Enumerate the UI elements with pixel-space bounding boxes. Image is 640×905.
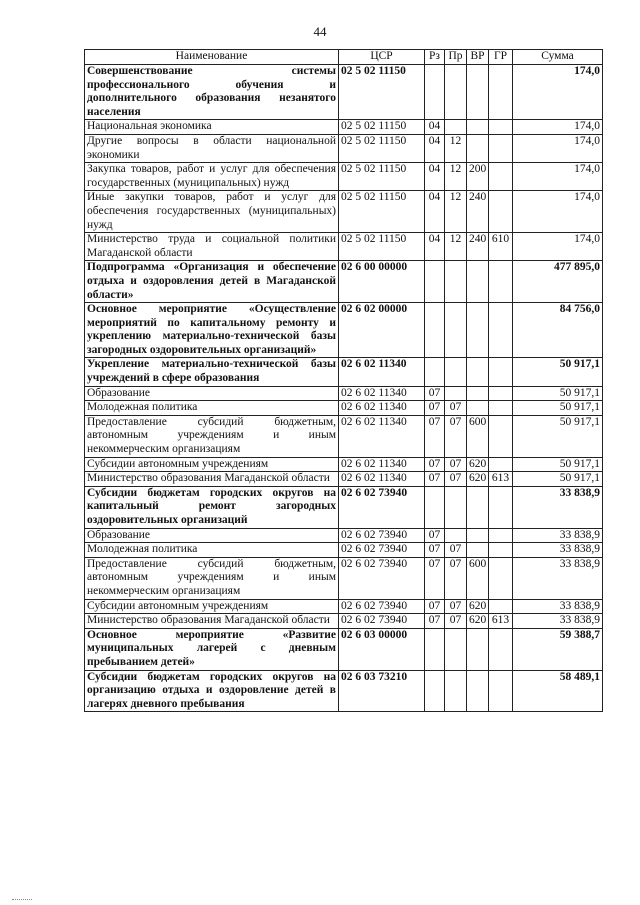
cell-name: Совершенствование системы профессионального обучения и дополнительного образования незанятого населения <box>85 65 339 120</box>
cell-sum: 477 895,0 <box>513 261 603 303</box>
cell-gr: 613 <box>489 614 513 629</box>
cell-rz: 07 <box>425 614 445 629</box>
table-row <box>85 415 603 457</box>
table-row <box>85 261 603 303</box>
cell-pr: 07 <box>445 557 467 599</box>
cell-sum: 174,0 <box>513 134 603 162</box>
cell-vr <box>467 65 489 120</box>
cell-rz <box>425 670 445 712</box>
cell-csr: 02 6 02 73940 <box>339 486 425 528</box>
cell-name: Субсидии бюджетам городских округов на организацию отдыха и оздоровление детей в лагерях дневного пребывания <box>85 670 339 712</box>
cell-name: Основное мероприятие «Развитие муниципальных лагерей с дневным пребыванием детей» <box>85 628 339 670</box>
cell-vr <box>467 486 489 528</box>
cell-gr <box>489 415 513 457</box>
cell-pr: 12 <box>445 134 467 162</box>
cell-rz <box>425 486 445 528</box>
cell-sum: 174,0 <box>513 233 603 261</box>
cell-vr: 600 <box>467 557 489 599</box>
cell-vr <box>467 358 489 386</box>
header-gr: ГР <box>489 50 513 65</box>
cell-vr: 620 <box>467 472 489 487</box>
cell-csr: 02 6 02 73940 <box>339 543 425 558</box>
cell-rz <box>425 628 445 670</box>
table-row <box>85 303 603 358</box>
budget-table <box>84 49 603 712</box>
cell-vr <box>467 543 489 558</box>
cell-rz: 07 <box>425 528 445 543</box>
cell-gr <box>489 303 513 358</box>
cell-name: Молодежная политика <box>85 543 339 558</box>
cell-pr <box>445 486 467 528</box>
cell-rz <box>425 303 445 358</box>
cell-sum: 50 917,1 <box>513 415 603 457</box>
cell-pr: 07 <box>445 415 467 457</box>
table-row <box>85 233 603 261</box>
cell-pr: 12 <box>445 233 467 261</box>
header-rz: Рз <box>425 50 445 65</box>
cell-csr: 02 5 02 11150 <box>339 120 425 135</box>
cell-name: Образование <box>85 528 339 543</box>
cell-csr: 02 6 03 73210 <box>339 670 425 712</box>
page-number: 44 <box>313 24 327 39</box>
cell-sum: 50 917,1 <box>513 472 603 487</box>
cell-gr: 613 <box>489 472 513 487</box>
cell-gr <box>489 628 513 670</box>
cell-gr <box>489 599 513 614</box>
cell-sum: 33 838,9 <box>513 528 603 543</box>
cell-gr <box>489 457 513 472</box>
table-row <box>85 486 603 528</box>
cell-name: Субсидии бюджетам городских округов на капитальный ремонт загородных оздоровительных организаций <box>85 486 339 528</box>
cell-sum: 33 838,9 <box>513 543 603 558</box>
cell-csr: 02 6 02 73940 <box>339 614 425 629</box>
cell-gr <box>489 386 513 401</box>
cell-name: Подпрограмма «Организация и обеспечение отдыха и оздоровления детей в Магаданской области» <box>85 261 339 303</box>
cell-sum: 174,0 <box>513 120 603 135</box>
cell-sum: 174,0 <box>513 65 603 120</box>
table-row <box>85 191 603 233</box>
table-row <box>85 401 603 416</box>
cell-vr <box>467 303 489 358</box>
cell-pr <box>445 358 467 386</box>
cell-rz: 07 <box>425 415 445 457</box>
cell-gr <box>489 486 513 528</box>
cell-pr: 07 <box>445 472 467 487</box>
table-row <box>85 65 603 120</box>
table-row <box>85 599 603 614</box>
cell-csr: 02 6 00 00000 <box>339 261 425 303</box>
cell-pr: 07 <box>445 543 467 558</box>
cell-vr <box>467 386 489 401</box>
cell-name: Министерство образования Магаданской области <box>85 614 339 629</box>
cell-pr: 07 <box>445 599 467 614</box>
cell-vr: 240 <box>467 233 489 261</box>
cell-csr: 02 5 02 11150 <box>339 163 425 191</box>
cell-sum: 58 489,1 <box>513 670 603 712</box>
table-row <box>85 457 603 472</box>
cell-vr: 200 <box>467 163 489 191</box>
cell-csr: 02 6 02 73940 <box>339 557 425 599</box>
cell-gr <box>489 191 513 233</box>
cell-gr <box>489 670 513 712</box>
cell-rz: 04 <box>425 191 445 233</box>
cell-sum: 59 388,7 <box>513 628 603 670</box>
cell-rz: 04 <box>425 163 445 191</box>
scan-edge-mark <box>12 899 32 900</box>
cell-rz: 07 <box>425 557 445 599</box>
cell-rz <box>425 65 445 120</box>
cell-name: Закупка товаров, работ и услуг для обеспечения государственных (муниципальных) нужд <box>85 163 339 191</box>
cell-csr: 02 6 02 11340 <box>339 358 425 386</box>
cell-rz: 04 <box>425 120 445 135</box>
cell-pr <box>445 670 467 712</box>
cell-gr <box>489 65 513 120</box>
cell-vr: 620 <box>467 614 489 629</box>
cell-name: Укрепление материально-технической базы учреждений в сфере образования <box>85 358 339 386</box>
cell-sum: 174,0 <box>513 191 603 233</box>
cell-sum: 174,0 <box>513 163 603 191</box>
cell-name: Образование <box>85 386 339 401</box>
cell-sum: 50 917,1 <box>513 386 603 401</box>
cell-vr <box>467 670 489 712</box>
cell-name: Субсидии автономным учреждениям <box>85 599 339 614</box>
cell-pr <box>445 261 467 303</box>
table-row <box>85 134 603 162</box>
cell-sum: 50 917,1 <box>513 457 603 472</box>
cell-rz: 07 <box>425 599 445 614</box>
cell-vr: 600 <box>467 415 489 457</box>
cell-rz: 07 <box>425 472 445 487</box>
cell-vr: 620 <box>467 599 489 614</box>
table-row <box>85 670 603 712</box>
cell-pr <box>445 303 467 358</box>
cell-gr <box>489 401 513 416</box>
cell-sum: 33 838,9 <box>513 557 603 599</box>
header-sum: Сумма <box>513 50 603 65</box>
cell-vr: 620 <box>467 457 489 472</box>
table-row <box>85 120 603 135</box>
cell-csr: 02 6 02 11340 <box>339 386 425 401</box>
cell-rz <box>425 261 445 303</box>
cell-vr <box>467 401 489 416</box>
cell-gr <box>489 543 513 558</box>
cell-rz <box>425 358 445 386</box>
table-row <box>85 614 603 629</box>
table-row <box>85 472 603 487</box>
cell-vr: 240 <box>467 191 489 233</box>
cell-rz: 04 <box>425 233 445 261</box>
header-vr: ВР <box>467 50 489 65</box>
cell-name: Министерство труда и социальной политики Магаданской области <box>85 233 339 261</box>
cell-vr <box>467 134 489 162</box>
header-pr: Пр <box>445 50 467 65</box>
cell-rz: 07 <box>425 386 445 401</box>
cell-name: Предоставление субсидий бюджетным, автономным учреждениям и иным некоммерческим организациям <box>85 557 339 599</box>
cell-pr: 12 <box>445 191 467 233</box>
cell-csr: 02 6 02 11340 <box>339 472 425 487</box>
cell-vr <box>467 628 489 670</box>
cell-pr: 07 <box>445 457 467 472</box>
cell-gr <box>489 261 513 303</box>
cell-pr: 07 <box>445 401 467 416</box>
cell-sum: 33 838,9 <box>513 486 603 528</box>
header-csr: ЦСР <box>339 50 425 65</box>
cell-csr: 02 6 02 73940 <box>339 599 425 614</box>
cell-csr: 02 6 02 73940 <box>339 528 425 543</box>
table-row <box>85 543 603 558</box>
cell-gr <box>489 528 513 543</box>
cell-gr <box>489 557 513 599</box>
cell-name: Субсидии автономным учреждениям <box>85 457 339 472</box>
cell-csr: 02 6 02 11340 <box>339 457 425 472</box>
cell-name: Основное мероприятие «Осуществление мероприятий по капитальному ремонту и укреплению материально-технической базы загородных оздоровительных организаций» <box>85 303 339 358</box>
cell-gr <box>489 120 513 135</box>
cell-csr: 02 5 02 11150 <box>339 191 425 233</box>
cell-rz: 07 <box>425 401 445 416</box>
cell-pr: 07 <box>445 614 467 629</box>
cell-gr: 610 <box>489 233 513 261</box>
cell-pr <box>445 120 467 135</box>
cell-pr <box>445 386 467 401</box>
cell-vr <box>467 261 489 303</box>
cell-csr: 02 5 02 11150 <box>339 65 425 120</box>
table-row <box>85 557 603 599</box>
cell-pr <box>445 528 467 543</box>
table-header-row <box>85 50 603 65</box>
cell-pr <box>445 628 467 670</box>
cell-csr: 02 6 02 00000 <box>339 303 425 358</box>
header-name: Наименование <box>85 50 339 65</box>
cell-gr <box>489 358 513 386</box>
cell-name: Другие вопросы в области национальной экономики <box>85 134 339 162</box>
cell-sum: 50 917,1 <box>513 358 603 386</box>
cell-csr: 02 6 03 00000 <box>339 628 425 670</box>
cell-sum: 33 838,9 <box>513 614 603 629</box>
cell-sum: 84 756,0 <box>513 303 603 358</box>
cell-pr: 12 <box>445 163 467 191</box>
cell-csr: 02 5 02 11150 <box>339 233 425 261</box>
cell-name: Предоставление субсидий бюджетным, автономным учреждениям и иным некоммерческим организациям <box>85 415 339 457</box>
cell-name: Национальная экономика <box>85 120 339 135</box>
cell-name: Иные закупки товаров, работ и услуг для обеспечения государственных (муниципальных) нужд <box>85 191 339 233</box>
cell-sum: 50 917,1 <box>513 401 603 416</box>
cell-name: Министерство образования Магаданской области <box>85 472 339 487</box>
cell-rz: 07 <box>425 457 445 472</box>
cell-name: Молодежная политика <box>85 401 339 416</box>
cell-gr <box>489 163 513 191</box>
cell-csr: 02 5 02 11150 <box>339 134 425 162</box>
cell-csr: 02 6 02 11340 <box>339 415 425 457</box>
cell-sum: 33 838,9 <box>513 599 603 614</box>
table-row <box>85 528 603 543</box>
table-row <box>85 358 603 386</box>
cell-gr <box>489 134 513 162</box>
table-row <box>85 163 603 191</box>
cell-rz: 07 <box>425 543 445 558</box>
cell-csr: 02 6 02 11340 <box>339 401 425 416</box>
table-row <box>85 628 603 670</box>
cell-rz: 04 <box>425 134 445 162</box>
cell-vr <box>467 528 489 543</box>
cell-pr <box>445 65 467 120</box>
cell-vr <box>467 120 489 135</box>
table-row <box>85 386 603 401</box>
